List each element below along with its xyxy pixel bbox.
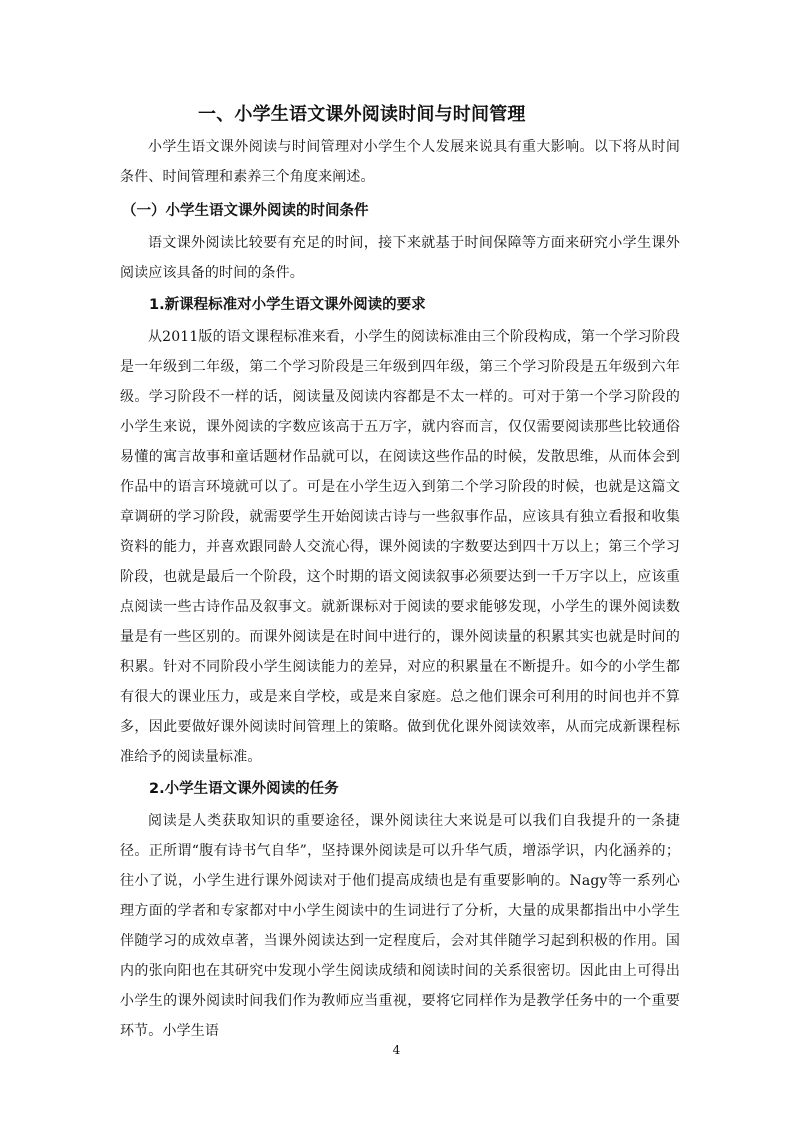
subsection-paragraph: 语文课外阅读比较要有充足的时间，接下来就基于时间保障等方面来研究小学生课外阅读应该具备的时间的条件。 xyxy=(120,235,680,281)
page-number: 4 xyxy=(392,1043,401,1057)
intro-paragraph: 小学生语文课外阅读与时间管理对小学生个人发展来说具有重大影响。以下将从时间条件、时间管理和素养三个角度来阐述。 xyxy=(120,139,680,185)
subsection-heading: （一）小学生语文课外阅读的时间条件 xyxy=(122,203,369,219)
section-title: 一、小学生语文课外阅读时间与时间管理 xyxy=(198,104,526,125)
item-1-heading: 1.新课程标准对小学生语文课外阅读的要求 xyxy=(149,297,426,313)
item-1-paragraph: 从2011版的语文课程标准来看，小学生的阅读标准由三个阶段构成，第一个学习阶段是一年级到二年级，第二个学习阶段是三年级到四年级，第三个学习阶段是五年级到六年级。学习阶段不一样的话，阅读量及阅读内容都是不太一样的。可对于第一个学习阶段的小学生来说，课外阅读的字数应该高于五万字，就内容而言，仅仅需要阅读那些比较通俗易懂的寓言故事和童话题材作品就可以，在阅读这些作品的时候，发散思维，从而体会到作品中的语言环境就可以了。可是在小学生迈入到第二个学习阶段的时候，也就是这篇文章调研的学习阶段，就需要学生开始阅读古诗与一些叙事作品，应该具有独立看报和收集资料的能力，并喜欢跟同龄人交流心得，课外阅读的字数要达到四十万以上；第三个学习阶段，也就是最后一个阶段，这个时期的语文阅读叙事必须要达到一千万字以上，应该重点阅读一些古诗作品及叙事文。就新课标对于阅读的要求能够发现，小学生的课外阅读数量是有一些区别的。而课外阅读是在时间中进行的，课外阅读量的积累其实也就是时间的积累。针对不同阶段小学生阅读能力的差异，对应的积累量在不断提升。如今的小学生都有很大的课业压力，或是来自学校，或是来自家庭。总之他们课余可利用的时间也并不算多，因此要做好课外阅读时间管理上的策略。做到优化课外阅读效率，从而完成新课程标准给予的阅读量标准。 xyxy=(120,329,680,765)
item-2-heading: 2.小学生语文课外阅读的任务 xyxy=(149,781,339,797)
page-content xyxy=(120,98,680,1046)
item-2-paragraph: 阅读是人类获取知识的重要途径，课外阅读往大来说是可以我们自我提升的一条捷径。正所谓“腹有诗书气自华”，坚持课外阅读是可以升华气质，增添学识，内化涵养的；往小了说，小学生进行课外阅读对于他们提高成绩也是有重要影响的。Nagy等一系列心理方面的学者和专家都对中小学生阅读中的生词进行了分析，大量的成果都指出中小学生伴随学习的成效卓著，当课外阅读达到一定程度后，会对其伴随学习起到积极的作用。国内的张向阳也在其研究中发现小学生阅读成绩和阅读时间的关系很密切。因此由上可得出小学生的课外阅读时间我们作为教师应当重视，要将它同样作为是教学任务中的一个重要环节。小学生语 xyxy=(120,813,680,1039)
